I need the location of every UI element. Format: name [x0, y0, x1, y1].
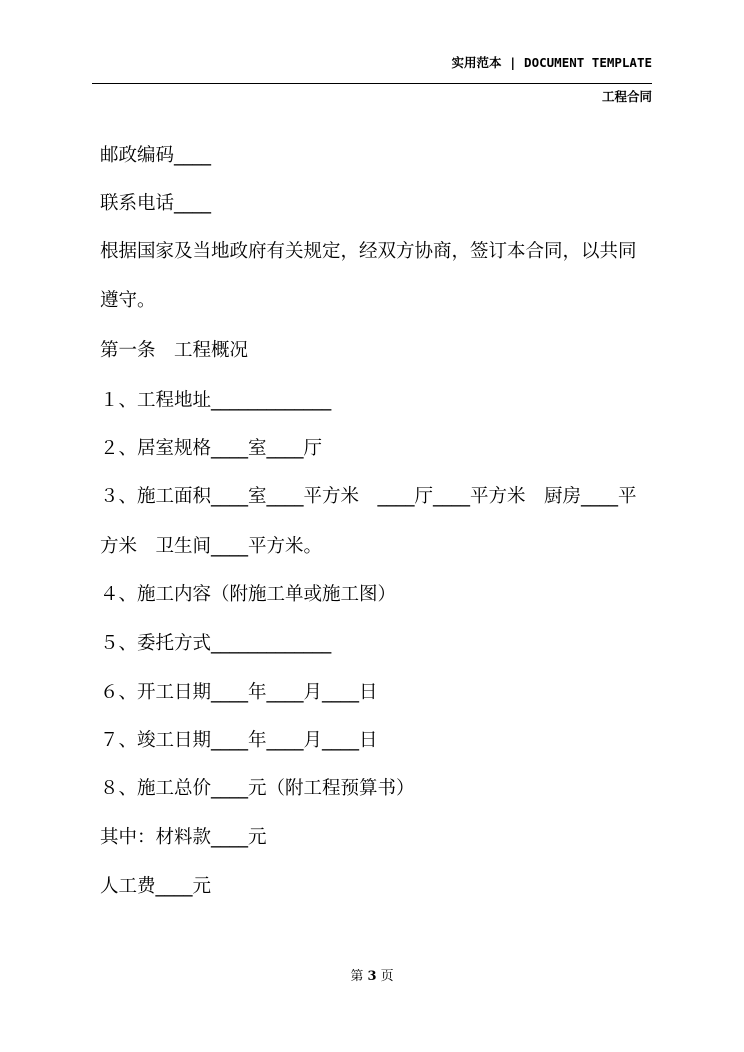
item-completion-date: ７、竣工日期____年____月____日	[100, 730, 378, 751]
page-header-brand: 实用范本 | DOCUMENT TEMPLATE	[451, 55, 652, 70]
header-rule	[92, 83, 652, 84]
page-number: 3	[367, 969, 377, 984]
item-project-address: １、工程地址_____________	[100, 390, 332, 411]
material-cost-line: 其中：材料款____元	[100, 827, 267, 848]
item-construction-area-1: ３、施工面积____室____平方米 ____厅____平方米 厨房____平	[100, 486, 637, 507]
item-total-price: ８、施工总价____元（附工程预算书）	[100, 778, 415, 799]
page-header-subtitle: 工程合同	[601, 89, 652, 104]
article-1-heading: 第一条 工程概况	[100, 340, 249, 361]
item-construction-area-2: 方米 卫生间____平方米。	[100, 536, 323, 557]
item-commission-method: ５、委托方式_____________	[100, 633, 332, 654]
preamble-line-1: 根据国家及当地政府有关规定，经双方协商，签订本合同，以共同	[100, 241, 637, 262]
phone-line: 联系电话____	[100, 193, 212, 214]
footer-suffix: 页	[380, 969, 394, 984]
page-footer	[0, 965, 744, 984]
footer-prefix: 第	[350, 969, 364, 984]
item-construction-content: ４、施工内容（附施工单或施工图）	[100, 584, 397, 605]
preamble-line-2: 遵守。	[100, 290, 156, 311]
postal-code-line: 邮政编码____	[100, 145, 212, 166]
item-room-spec: ２、居室规格____室____厅	[100, 438, 323, 459]
item-start-date: ６、开工日期____年____月____日	[100, 682, 378, 703]
labor-cost-line: 人工费____元	[100, 876, 212, 897]
